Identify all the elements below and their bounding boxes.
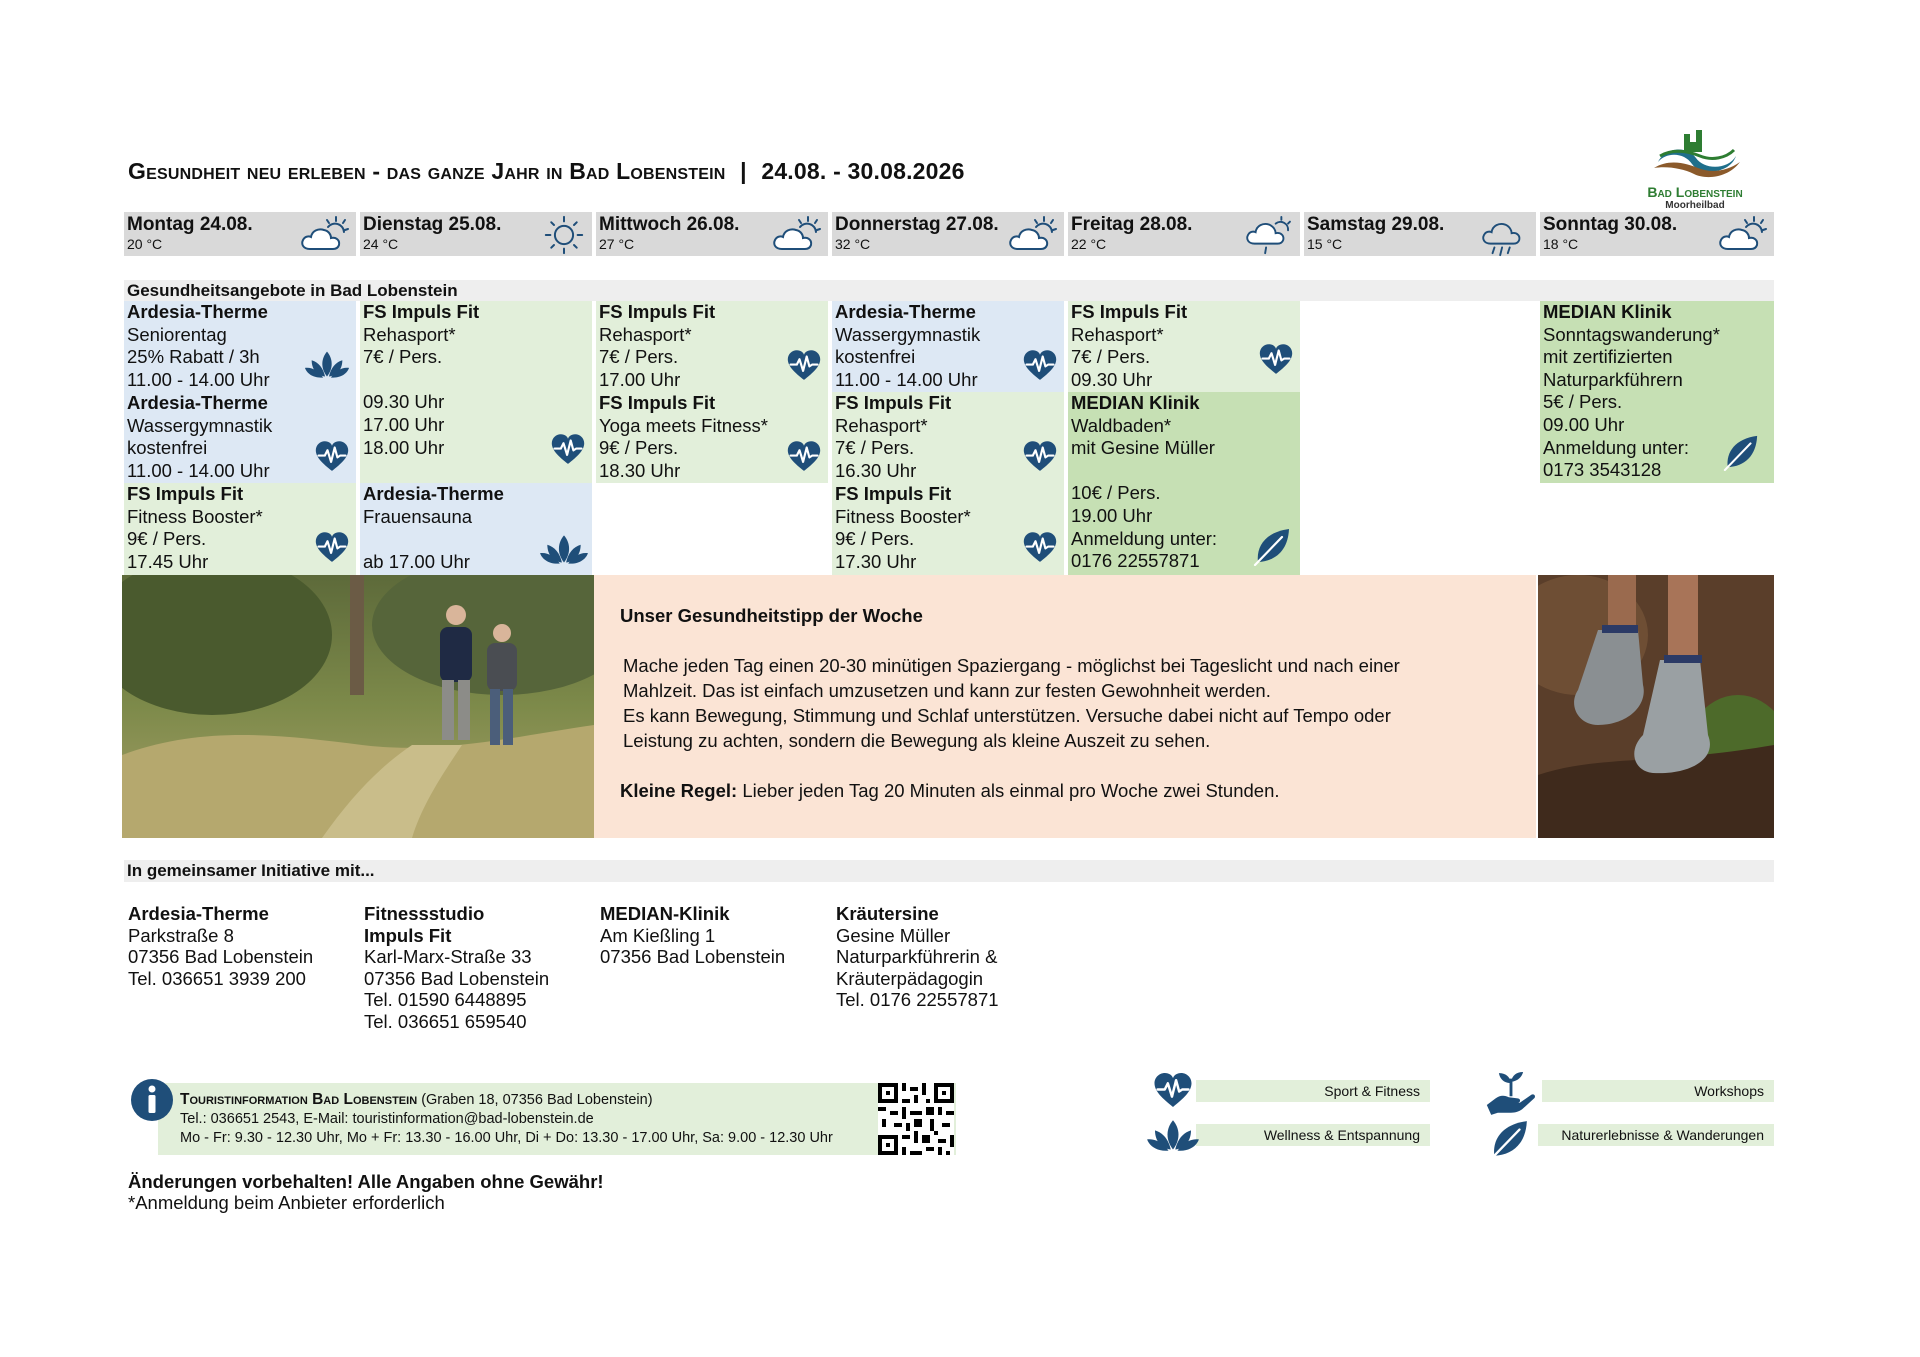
tourist-info-text: Touristinformation Bad Lobenstein (Graben 18, 07356 Bad Lobenstein) Tel.: 036651 2543, E-Mail: touristinformation@bad-lobenstein.de Mo - Fr: 9.30 - 12.30 Uhr, Mo + Fr: 13.30 - 16.00 Uhr, Di + Do: 13.30 - 17.00 Uhr, Sa: 9.00 - 12.30 Uhr	[180, 1091, 833, 1146]
heart-pulse-icon	[786, 440, 822, 473]
leaf-icon	[1722, 433, 1760, 471]
health-tip-box	[594, 575, 1536, 838]
partner-ardesia-therme: Ardesia-Therme Parkstraße 8 07356 Bad Lobenstein Tel. 036651 3939 200	[128, 903, 314, 989]
offer-thursday-rehasport: FS Impuls Fit Rehasport* 7€ / Pers. 16.30 Uhr	[832, 392, 1064, 483]
partner-median-klinik: MEDIAN-Klinik Am Kießling 1 07356 Bad Lobenstein	[600, 903, 786, 967]
disclaimer-notes: Änderungen vorbehalten! Alle Angaben ohne Gewähr! *Anmeldung beim Anbieter erforderlich	[128, 1171, 604, 1213]
legend-naturerlebnisse: Naturerlebnisse & Wanderungen	[1538, 1124, 1774, 1146]
day-header-row	[124, 212, 1774, 256]
lotus-icon	[304, 349, 350, 381]
offer-tuesday-rehasport: FS Impuls Fit Rehasport* 7€ / Pers. 09.30 Uhr 17.00 Uhr 18.00 Uhr	[360, 301, 592, 483]
offer-tuesday-frauensauna: Ardesia-Therme Frauensauna ab 17.00 Uhr	[360, 483, 592, 575]
day-header-sunday: Sonntag 30.08. 18 °C	[1540, 212, 1774, 256]
partly-cloudy-icon	[1006, 215, 1058, 255]
heart-pulse-icon	[1022, 349, 1058, 382]
heart-pulse-icon	[1152, 1072, 1194, 1109]
health-tip-heading: Unser Gesundheitstipp der Woche	[620, 605, 923, 626]
heart-pulse-icon	[314, 440, 350, 473]
health-tip-rule: Kleine Regel: Lieber jeden Tag 20 Minuten als einmal pro Woche zwei Stunden.	[620, 780, 1280, 801]
day-header-tuesday: Dienstag 25.08. 24 °C	[360, 212, 592, 256]
partly-cloudy-icon	[298, 215, 350, 255]
health-tip-paragraph-2: Es kann Bewegung, Stimmung und Schlaf unterstützen. Versuche dabei nicht auf Tempo oder Leistung zu achten, sondern die Bewegung als kleine Auszeit zu sehen.	[623, 705, 1391, 751]
logo-sub: Moorheilbad	[1665, 200, 1725, 211]
offers-section-label: Gesundheitsangebote in Bad Lobenstein	[124, 280, 1774, 301]
leaf-icon	[1488, 1118, 1530, 1160]
day-header-saturday: Samstag 29.08. 15 °C	[1304, 212, 1536, 256]
partner-kraeutersine: Kräutersine Gesine Müller Naturparkführerin & Kräuterpädagogin Tel. 0176 22557871	[836, 903, 999, 1010]
heart-pulse-icon	[1022, 531, 1058, 564]
day-header-monday: Montag 24.08. 20 °C	[124, 212, 356, 256]
partner-impuls-fit: Fitnessstudio Impuls Fit Karl-Marx-Straße 33 07356 Bad Lobenstein Tel. 01590 6448895 Tel. 036651 659540	[364, 903, 550, 1032]
offer-friday-rehasport: FS Impuls Fit Rehasport* 7€ / Pers. 09.30 Uhr	[1068, 301, 1300, 392]
page-title: Gesundheit neu erleben - das ganze Jahr in Bad Lobenstein | 24.08. - 30.08.2026	[128, 158, 965, 184]
health-tip-paragraph-1: Mache jeden Tag einen 20-30 minütigen Spaziergang - möglichst bei Tageslicht und nach einer Mahlzeit. Das ist einfach umzusetzen und kann zur festen Gewohnheit werden.	[623, 655, 1400, 701]
bad-lobenstein-logo	[1630, 128, 1760, 211]
heart-pulse-icon	[1022, 440, 1058, 473]
day-header-friday: Freitag 28.08. 22 °C	[1068, 212, 1300, 256]
legend-workshops: Workshops	[1542, 1080, 1774, 1102]
partly-cloudy-icon	[770, 215, 822, 255]
offer-monday-fitness-booster: FS Impuls Fit Fitness Booster* 9€ / Pers. 17.45 Uhr	[124, 483, 356, 575]
legend-wellness: Wellness & Entspannung	[1196, 1124, 1430, 1146]
offer-thursday-wassergymnastik: Ardesia-Therme Wassergymnastik kostenfrei 11.00 - 14.00 Uhr	[832, 301, 1064, 392]
heart-pulse-icon	[314, 531, 350, 564]
legend-sport-fitness: Sport & Fitness	[1196, 1080, 1430, 1102]
day-header-thursday: Donnerstag 27.08. 32 °C	[832, 212, 1064, 256]
heart-pulse-icon	[1258, 343, 1294, 376]
cloud-rain-light-icon	[1242, 215, 1294, 257]
offer-sunday-wanderung: MEDIAN Klinik Sonntagswanderung* mit zertifizierten Naturparkführern 5€ / Pers. 09.00 Uhr Anmeldung unter: 0173 3543128	[1540, 301, 1774, 483]
info-icon	[130, 1078, 174, 1122]
heart-pulse-icon	[550, 433, 586, 466]
offer-monday-wassergymnastik: Ardesia-Therme Wassergymnastik kostenfrei 11.00 - 14.00 Uhr	[124, 392, 356, 483]
offer-thursday-fitness-booster: FS Impuls Fit Fitness Booster* 9€ / Pers. 17.30 Uhr	[832, 483, 1064, 575]
offer-wednesday-yoga: FS Impuls Fit Yoga meets Fitness* 9€ / Pers. 18.30 Uhr	[596, 392, 828, 483]
initiative-section-label: In gemeinsamer Initiative mit...	[124, 860, 1774, 882]
rain-icon	[1478, 215, 1530, 257]
day-header-wednesday: Mittwoch 26.08. 27 °C	[596, 212, 828, 256]
logo-name: Bad Lobenstein	[1647, 184, 1743, 200]
partly-cloudy-icon	[1716, 215, 1768, 255]
lotus-icon	[539, 533, 589, 567]
offer-monday-seniorentag: Ardesia-Therme Seniorentag 25% Rabatt / 3h 11.00 - 14.00 Uhr	[124, 301, 356, 392]
leaf-icon	[1252, 526, 1292, 566]
hand-sprout-icon	[1484, 1072, 1538, 1116]
couple-walking-photo	[122, 575, 594, 838]
heart-pulse-icon	[786, 349, 822, 382]
offer-friday-waldbaden: MEDIAN Klinik Waldbaden* mit Gesine Müller 10€ / Pers. 19.00 Uhr Anmeldung unter: 0176 22557871	[1068, 392, 1300, 575]
logo-mark	[1630, 128, 1760, 180]
qr-code-icon[interactable]	[878, 1083, 954, 1155]
hiking-boots-photo	[1538, 575, 1774, 838]
sun-icon	[542, 215, 586, 255]
lotus-icon	[1146, 1118, 1200, 1154]
offer-wednesday-rehasport: FS Impuls Fit Rehasport* 7€ / Pers. 17.00 Uhr	[596, 301, 828, 392]
